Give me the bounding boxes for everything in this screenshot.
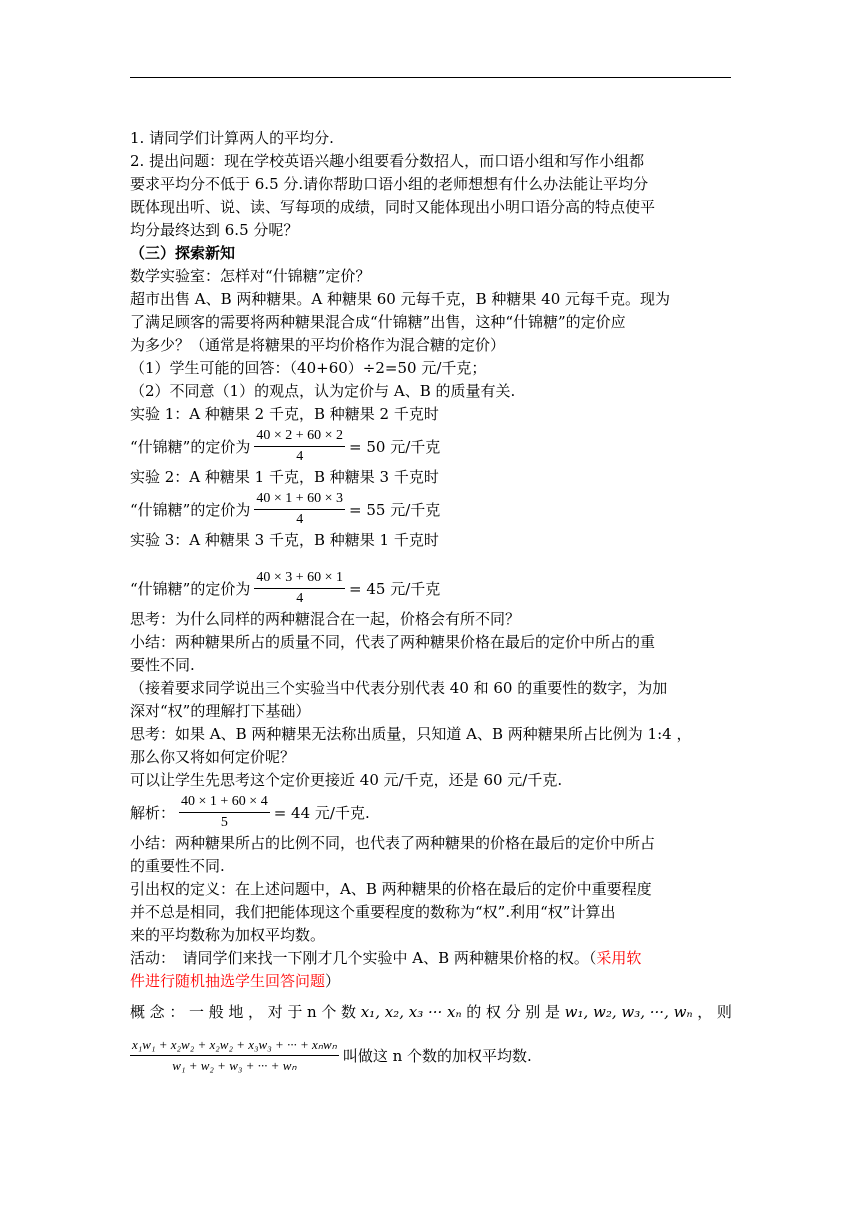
paragraph-line: 并不总是相同，我们把能体现这个重要程度的数称为“权”.利用“权”计算出 <box>130 903 616 921</box>
paragraph-line: 超市出售 A、B 两种糖果。A 种糖果 60 元每千克，B 种糖果 40 元每千克。现为 <box>130 290 671 308</box>
formula-prefix: “什锦糖”的定价为 <box>130 500 251 519</box>
experiment-3: 实验 3：A 种糖果 3 千克，B 种糖果 1 千克时 <box>130 531 439 549</box>
formula-4 <box>130 792 732 832</box>
fraction <box>179 794 270 831</box>
concept-char: 对 <box>267 1003 283 1021</box>
concept-char: 的 <box>466 1003 482 1021</box>
paragraph-line: 1. 请同学们计算两人的平均分. <box>130 129 334 147</box>
paragraph-line: 了满足顾客的需要将两种糖果混合成“什锦糖”出售，这种“什锦糖”的定价应 <box>130 313 626 331</box>
concept-char: 是 <box>544 1003 560 1021</box>
paragraph-line: 引出权的定义：在上述问题中，A、B 两种糖果的价格在最后的定价中重要程度 <box>130 880 652 898</box>
numerator: 40 × 1 + 60 × 4 <box>179 794 270 813</box>
paragraph-line: 可以让学生先思考这个定价更接近 40 元/千克，还是 60 元/千克. <box>130 771 563 789</box>
variables-w: w₁, w₂, w₃, ···, wₙ <box>564 1003 693 1021</box>
fraction <box>254 428 345 465</box>
fraction <box>130 1037 339 1074</box>
concept-char: 别 <box>525 1003 541 1021</box>
formula-prefix: “什锦糖”的定价为 <box>130 437 251 456</box>
paragraph-line: 为多少？（通常是将糖果的平均价格作为混合糖的定价） <box>130 336 506 354</box>
concept-char: 概 <box>130 1003 146 1021</box>
denominator: 4 <box>296 590 304 606</box>
concept-char: 于 <box>287 1003 303 1021</box>
concept-line <box>130 1001 732 1024</box>
paragraph-line: （1）学生可能的回答：（40+60）÷2=50 元/千克； <box>130 359 487 377</box>
activity-highlight: 采用软 <box>596 949 642 967</box>
paragraph-line: 数学实验室：怎样对“什锦糖”定价？ <box>130 267 371 285</box>
activity-text: 活动： 请同学们来找一下刚才几个实验中 A、B 两种糖果价格的权。（ <box>130 949 597 967</box>
numerator: 40 × 2 + 60 × 2 <box>254 428 345 447</box>
formula-tail: 叫做这 n 个数的加权平均数. <box>342 1046 532 1065</box>
paragraph-line: 小结：两种糖果所占的质量不同，代表了两种糖果价格在最后的定价中所占的重 <box>130 633 656 651</box>
concept-char: ， <box>697 1003 713 1021</box>
numerator: 40 × 1 + 60 × 3 <box>254 491 345 510</box>
formula-result: = 50 元/千克 <box>349 437 441 456</box>
paragraph-line: 要求平均分不低于 6.5 分.请你帮助口语小组的老师想想有什么办法能让平均分 <box>130 175 649 193</box>
document-body <box>130 127 732 1078</box>
paragraph-line: 来的平均数称为加权平均数。 <box>130 926 326 944</box>
concept-char: 一 <box>189 1003 205 1021</box>
formula-prefix: 解析： <box>130 803 176 822</box>
concept-char: ， <box>248 1003 264 1021</box>
concept-char: 念 <box>149 1003 165 1021</box>
concept-char: 分 <box>505 1003 521 1021</box>
section-heading: （三）探索新知 <box>130 244 236 262</box>
paragraph-line: 既体现出听、说、读、写每项的成绩，同时又能体现出小明口语分高的特点使平 <box>130 198 656 216</box>
formula-3 <box>130 568 732 608</box>
denominator: w₁ + w₂ + w₃ + ··· + wₙ <box>172 1057 297 1073</box>
concept-char: 个 <box>321 1003 337 1021</box>
concept-char: 则 <box>716 1003 732 1021</box>
formula-1 <box>130 426 732 466</box>
concept-char: 地 <box>228 1003 244 1021</box>
denominator: 4 <box>296 448 304 464</box>
experiment-2: 实验 2：A 种糖果 1 千克，B 种糖果 3 千克时 <box>130 468 439 486</box>
paragraph-line: （2）不同意（1）的观点，认为定价与 A、B 的质量有关. <box>130 382 516 400</box>
activity-line <box>130 970 732 993</box>
concept-char: 权 <box>485 1003 501 1021</box>
concept-char: 般 <box>208 1003 224 1021</box>
paragraph-line: 均分最终达到 6.5 分呢？ <box>130 221 299 239</box>
variables-x: x₁, x₂, x₃ ··· xₙ <box>360 1003 462 1021</box>
activity-text: ） <box>325 972 341 990</box>
concept-char: n <box>307 1003 317 1021</box>
paragraph-line: 小结：两种糖果所占的比例不同，也代表了两种糖果的价格在最后的定价中所占 <box>130 834 656 852</box>
paragraph-line: 那么你又将如何定价呢？ <box>130 748 296 766</box>
denominator: 4 <box>296 511 304 527</box>
numerator: x₁w₁ + x₂w₂ + x₂w₂ + x₃w₃ + ··· + xₙwₙ <box>130 1037 339 1056</box>
denominator: 5 <box>220 814 228 830</box>
numerator: 40 × 3 + 60 × 1 <box>254 570 345 589</box>
paragraph-line: 2. 提出问题：现在学校英语兴趣小组要看分数招人，而口语小组和写作小组都 <box>130 152 645 170</box>
formula-result: = 44 元/千克. <box>273 803 370 822</box>
weighted-mean-formula <box>130 1032 732 1078</box>
formula-prefix: “什锦糖”的定价为 <box>130 579 251 598</box>
paragraph-line: 要性不同. <box>130 656 195 674</box>
concept-char: ： <box>169 1003 185 1021</box>
fraction <box>254 570 345 607</box>
formula-result: = 45 元/千克 <box>349 579 441 598</box>
paragraph-line: 深对“权”的理解打下基础） <box>130 702 311 720</box>
fraction <box>254 491 345 528</box>
concept-char: 数 <box>341 1003 357 1021</box>
paragraph-line: 思考：为什么同样的两种糖混合在一起，价格会有所不同？ <box>130 610 521 628</box>
experiment-1: 实验 1：A 种糖果 2 千克，B 种糖果 2 千克时 <box>130 405 439 423</box>
paragraph-line: 思考：如果 A、B 两种糖果无法称出质量，只知道 A、B 两种糖果所占比例为 1:4 ， <box>130 725 692 743</box>
formula-result: = 55 元/千克 <box>349 500 441 519</box>
formula-2 <box>130 489 732 529</box>
header-rule <box>130 77 731 78</box>
paragraph-line: （接着要求同学说出三个实验当中代表分别代表 40 和 60 的重要性的数字，为加 <box>130 679 668 697</box>
paragraph-line: 的重要性不同. <box>130 857 225 875</box>
activity-highlight: 件进行随机抽选学生回答问题 <box>130 972 326 990</box>
activity-line <box>130 947 732 970</box>
